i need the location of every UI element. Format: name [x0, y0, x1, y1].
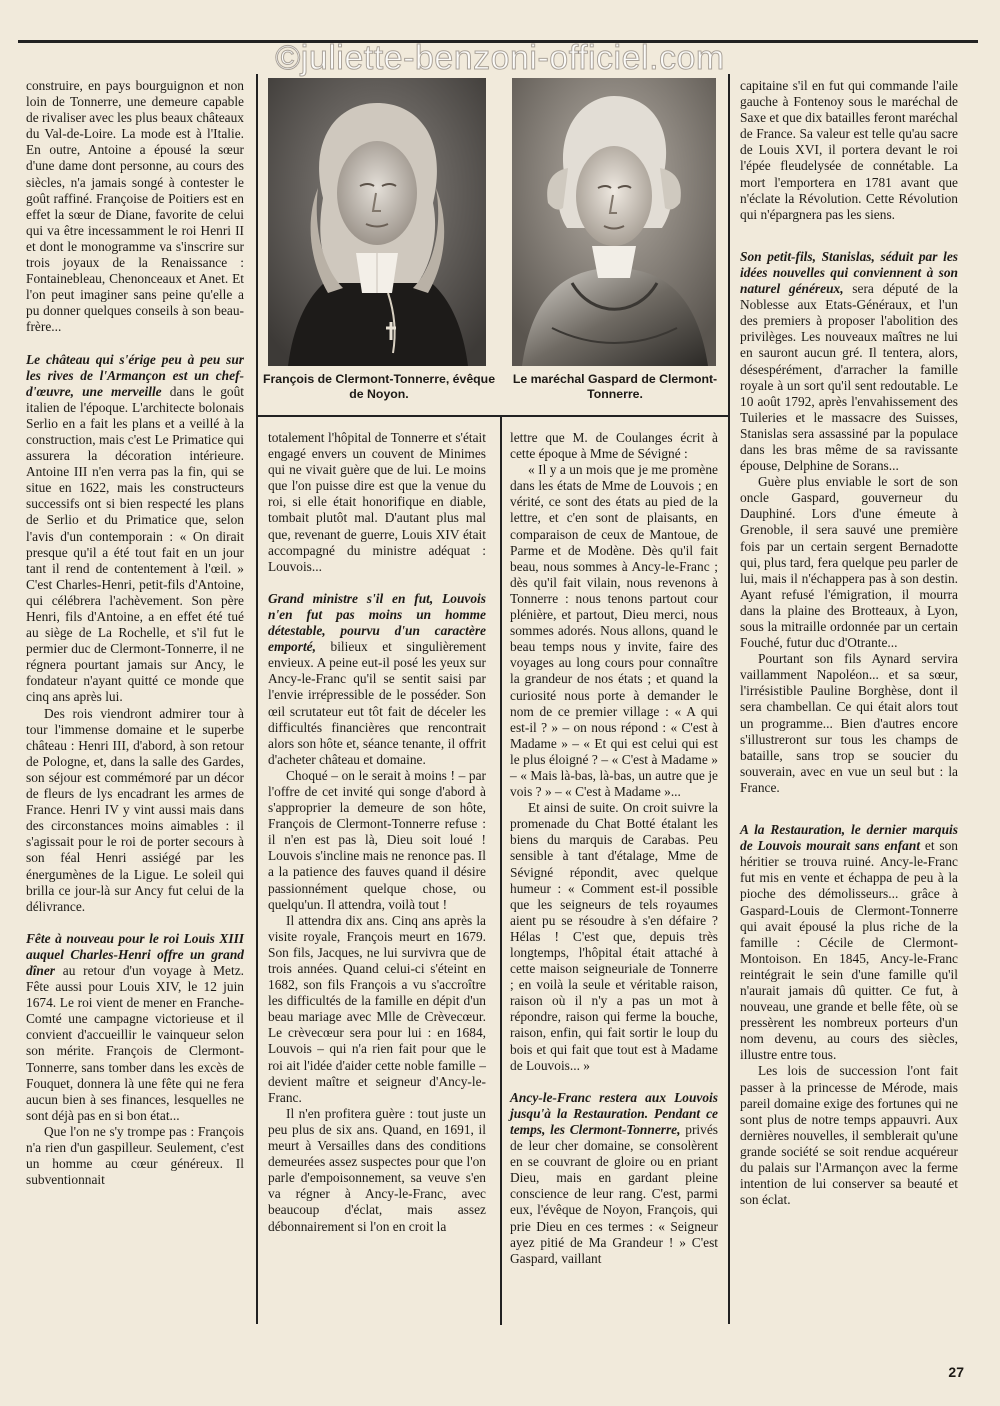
paragraph: dans le goût italien de l'époque. L'architecte bolonais Serlio en a fait les plans et a veillé à la construction, mais c'est Le Primatice qui assurera la décoration intérieure. Antoine III n'en verra pas la fin, qui se situe en 1622, mais les constructeurs successifs ont si bien respecté les plans de Serlio et du Primatice que, selon l'avis d'un contemporain : « On dirait presque qu'il a été tout fait en un jour tant il rend de contentement à l'œil. » C'est Charles-Henri, petit-fils d'Antoine, qui célébrera l'achèvement. Son père Henri, fils d'Antoine, a en effet été tué au siège de La Rochelle, et s'il fut le permier duc de Clermont-Tonnerre, il ne régnera pourtant jamais sur Ancy, le fondateur n'ayant quitté ce monde que cinq ans après lui.	[26, 383, 244, 705]
column-1	[26, 78, 244, 1188]
photo-box-bottom-rule	[256, 415, 728, 417]
paragraph: Il attendra dix ans. Cinq ans après la visite royale, François meurt en 1679. Son fils, Jacques, ne lui survivra que de trois années. Quand celui-ci s'éteint en 1682, son fils François a vu s'accroître les difficultés de la famille en dépit d'un beau mariage avec Mlle de Crèvecœur. Le crèvecœur sera pour lui : en 1684, Louvois – qui n'a rien fait pour que le roi ait l'idée d'aider cette noble famille – devient maître et seigneur d'Ancy-le-Franc.	[268, 912, 486, 1105]
paragraph: construire, en pays bourguignon et non loin de Tonnerre, une demeure capable de rivaliser avec les plus beaux châteaux du Val-de-Loire. La mode est à l'Italie. En outre, Antoine a épousé la sœur d'une dame dont personne, au cours des siècles, n'a jamais songé à contester le goût raffiné. Françoise de Poitiers est en effet la sœur de Diane, favorite de celui qui va être incessamment le roi Henri II et dont le monogramme va s'inscrire sur trois joyaux de la Renaissance : Fontainebleau, Chenonceaux et Anet. Et l'on peut imaginer sans peine qu'elle a pu donner quelques conseils à son beau-frère...	[26, 78, 244, 335]
column-divider	[728, 74, 730, 1324]
paragraph: capitaine s'il en fut qui commande l'aile gauche à Fontenoy sous le maréchal de Saxe et que dix batailles feront maréchal de France. Sa valeur est telle qu'au sacre de Louis XVI, il portera devant le roi l'épée fleudelysée de connétable. La mort l'emportera en 1781 avant que n'éclate la Révolution. Cette Révolution qui n'épargnera pas les siens.	[740, 78, 958, 222]
lead-in-text: Le château qui s'érige peu à peu sur les rives de l'Armançon est un chef-d'œuvre, une merveille	[26, 351, 244, 399]
portrait-marshal	[512, 78, 716, 366]
portrait-bishop	[268, 78, 486, 366]
paragraph: bilieux et singulièrement envieux. A peine eut-il posé les yeux sur Ancy-le-Franc qu'il se sentit saisi par l'envie irrépressible de le posséder. Son œil scrutateur eut tôt fait de déceler les difficultés financières que rencontrait alors son hôte et, séance tenante, il offrit d'acheter château et domaine.	[268, 639, 486, 767]
lead-in-text: A la Restauration, le dernier marquis de Louvois mourait sans enfant	[740, 822, 958, 854]
lead-in	[510, 1090, 718, 1267]
lead-in	[26, 352, 244, 706]
watermark: ©juliette-benzoni-officiel.com	[275, 39, 725, 77]
lead-in-text: Grand ministre s'il en fut, Louvois n'en fut pas moins un homme détestable, pourvu d'un caractère emporté,	[268, 590, 486, 655]
paragraph: Pourtant son fils Aynard servira vaillamment Napoléon... et sa sœur, l'irrésistible Pauline Borghèse, dont il sera chambellan. Ce qui était alors tout un programme... Bien d'autres encore s'illustreront sur tous les champs de bataille, sans trop se soucier du souverain, avec en vue un seul but : la France.	[740, 651, 958, 795]
paragraph: « Il y a un mois que je me promène dans les états de Mme de Louvois ; en vérité, ce sont des états au pied de la lettre, et c'en sont de plaisants, en comparaison de ceux de Mantoue, de Parme et de Modène. Dès qu'il fait beau, nous sommes à Ancy-le-Franc ; dès qu'il fait vilain, nous revenons à Tonnerre : nous tenons partout cour plénière, et partout, Dieu merci, nous sommes adorés. Nous allons, quand le beau temps nous y invite, faire des voyages au long cours pour connaître la grandeur de nos états ; et quand la curiosité nous porte à demander le nom de ce premier village : « A qui est-il ? » – on nous répond : « C'est à Madame » – « Et qui est celui qui est le plus éloigné ? – « C'est à Madame » – « Mais là-bas, là-bas, un autre que je vois ? » – « C'est à Madame »...	[510, 462, 718, 800]
lead-in	[268, 591, 486, 768]
paragraph: lettre que M. de Coulanges écrit à cette époque à Mme de Sévigné :	[510, 430, 718, 462]
paragraph: au retour d'un voyage à Metz. Fête aussi pour Louis XIV, le 12 juin 1674. Le roi vient de mener en Franche-Comté une campagne victorieuse et il convient d'accueillir le vainqueur selon son mérite. François de Clermont-Tonnerre, sans tomber dans les excès de Fouquet, donnera là une fête qui ne fera aucun bien à ses finances, lesquelles ne sont déjà pas en si bon état...	[26, 962, 244, 1123]
column-divider	[256, 74, 258, 1324]
column-4	[740, 78, 958, 1208]
column-3	[510, 430, 718, 1267]
page-number: 27	[948, 1364, 964, 1380]
lead-in-text: Fête à nouveau pour le roi Louis XIII auquel Charles-Henri offre un grand dîner	[26, 930, 244, 978]
lead-in	[740, 249, 958, 474]
paragraph: Des rois viendront admirer tour à tour l'immense domaine et le superbe château : Henri III, d'abord, à son retour de Pologne, et, dans la salle des Gardes, son séjour est commémoré par un décor de fleurs de lys encadrant les armes de France. Henri IV y vint aussi mais dans des circonstances moins aimables : il s'agissait pour le roi de porter secours à son féal Henri assiégé par les énergumènes de la Ligue. Le soleil qui brilla ce jour-là sur Ancy fut celui de la délivrance.	[26, 705, 244, 914]
caption-marshal: Le maréchal Gaspard de Clermont-Tonnerre.	[512, 372, 718, 401]
paragraph: Les lois de succession l'ont fait passer à la princesse de Mérode, mais pareil domaine exige des fortunes qui ne sont plus de notre temps appauvri. Aux dernières nouvelles, il semblerait qu'une grande société se soit rendue acquéreur du palais sur l'Armançon avec la ferme intention de lui conserver sa beauté et son éclat.	[740, 1063, 958, 1208]
lead-in	[26, 931, 244, 1124]
column-divider	[500, 415, 502, 1325]
paragraph: sera député de la Noblesse aux Etats-Généraux, et l'un des premiers à proposer l'abolition des privilèges. Les nouveaux maîtres ne lui en sauront aucun gré. Il tentera, alors, désespérément, d'arracher la famille royale à un sort qu'il sent redoutable. Le 10 août 1792, après l'envahissement des Tuileries et le massacre des Suisses, Stanislas sera assassiné par la populace dans les bras même de sa ravissante épouse, Delphine de Sorans...	[740, 281, 958, 474]
lead-in-text: Ancy-le-Franc restera aux Louvois jusqu'à la Restauration. Pendant ce temps, les Clermont-Tonnerre,	[510, 1089, 718, 1137]
paragraph: Il n'en profitera guère : tout juste un peu plus de six ans. Quand, en 1691, il meurt à Versailles dans des conditions demeurées assez suspectes pour que l'on parle d'empoisonnement, sa veuve s'en va régner à Ancy-le-Franc, avec beaucoup d'éclat, mais assez débonnairement si l'on en croit la	[268, 1105, 486, 1234]
paragraph: Choqué – on le serait à moins ! – par l'offre de cet invité qui songe d'abord à s'approprier la demeure de son hôte, François de Clermont-Tonnerre refuse : il n'en est pas là, Dieu soit loué ! Louvois s'incline mais ne renonce pas. Il a la patience des fauves quand il désire passionnément quelque chose, ou quelqu'un. Il attendra, voilà tout !	[268, 767, 486, 912]
caption-bishop: François de Clermont-Tonnerre, évêque de Noyon.	[262, 372, 496, 401]
paragraph: Et ainsi de suite. On croit suivre la promenade du Chat Botté étalant les biens du marquis de Carabas. Peu sensible à tant d'étalage, Mme de Sévigné répondit, avec quelque humeur : « Comment est-il possible que les seigneurs de tels royaumes aient pu se résoudre à s'en défaire ? Hélas ! C'est que, depuis très longtemps, l'hôpital était attaché à cette maison seigneuriale de Tonnerre ; en voilà la seule et véritable raison, raison où il n'y a pas un mot à répondre, raison qui ferme la bouche, raison, enfin, qui fait sortir le loup du bois et qui fait que tout est à Madame de Louvois... »	[510, 800, 718, 1073]
lead-in-text: Son petit-fils, Stanislas, séduit par les idées nouvelles qui conviennent à son naturel généreux,	[740, 248, 958, 297]
paragraph: totalement l'hôpital de Tonnerre et s'était engagé envers un couvent de Minimes qui ne vivait guère que de lui. Le moins que l'on puisse dire est que la venue du roi, si elle était honorifique en diable, tombait plutôt mal. D'autant plus mal que, revenant de guerre, Louis XIV était accompagné du ministre adéquat : Louvois...	[268, 430, 486, 574]
paragraph: Que l'on ne s'y trompe pas : François n'a rien d'un gaspilleur. Seulement, c'est un homme au cœur généreux. Il subventionnait	[26, 1123, 244, 1188]
lead-in	[740, 822, 958, 1063]
paragraph: et son héritier se trouva ruiné. Ancy-le-Franc fut mis en vente et échappa de peu à la pioche des démolisseurs... grâce à Gaspard-Louis de Clermont-Tonnerre qui avait épousé la plus riche de la famille : Cécile de Clermont-Montoison. En 1845, Ancy-le-Franc reintégrait le sein d'une famille qu'il n'aurait jamais dû quitter. Ce fut, à nouveau, une grande et belle fête, où se pressèrent les nombreux porteurs d'un nom devenu, au cours des siècles, illustre entre tous.	[740, 838, 958, 1063]
column-2	[268, 430, 486, 1235]
paragraph: privés de leur cher domaine, se consolèrent en se couvrant de gloire ou en priant Dieu, mais en gardant pleine conscience de leur rang. C'est, parmi eux, l'évêque de Noyon, François, qui prie Dieu en ces termes : « Seigneur ayez pitié de Ma Grandeur ! » C'est Gaspard, vaillant	[510, 1121, 718, 1266]
paragraph: Guère plus enviable le sort de son oncle Gaspard, gouverneur du Dauphiné. Lors d'une émeute à Grenoble, il sera sauvé une première fois par un certain sergent Bernadotte qui, plus tard, fera quelque peu parler de lui, mais il n'échappera pas à son destin. Ayant refusé l'émigration, il mourra dans la plaine des Brotteaux, à Lyon, sous la mitraille ordonnée par un certain Fouché, futur duc d'Otrante...	[740, 474, 958, 651]
